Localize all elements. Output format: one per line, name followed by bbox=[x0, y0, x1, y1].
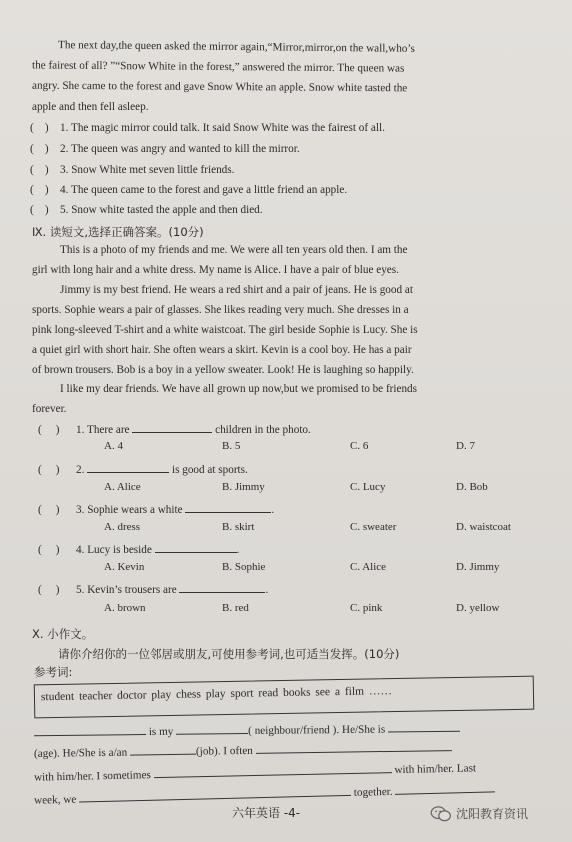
s9-line-1: This is a photo of my friends and me. We were all ten years old then. I am the bbox=[60, 244, 408, 256]
q5-option-c: C. pink bbox=[350, 602, 383, 614]
q4-option-a: A. Kevin bbox=[104, 561, 145, 573]
q3-option-d: D. waistcoat bbox=[456, 521, 511, 533]
section9-heading: Ⅸ. 读短文,选择正确答案。(10分) bbox=[32, 225, 204, 239]
section10-instruction: 请你介绍你的一位邻居或朋友,可使用参考词,也可适当发挥。(10分) bbox=[58, 647, 400, 661]
watermark bbox=[430, 805, 528, 822]
q4-option-c: C. Alice bbox=[350, 561, 387, 573]
q1-option-c: C. 6 bbox=[350, 440, 369, 452]
q2-option-b: B. Jimmy bbox=[222, 481, 265, 493]
passage1-line-1: The next day,the queen asked the mirror again,“Mirror,mirror,on the wall,who’s bbox=[57, 39, 415, 55]
s9-line-3: Jimmy is my best friend. He wears a red shirt and a pair of jeans. He is good at bbox=[60, 284, 413, 296]
reference-words-box bbox=[34, 676, 535, 719]
q1-option-b: B. 5 bbox=[222, 440, 241, 452]
q3-option-c: C. sweater bbox=[350, 521, 397, 533]
question-5: ( ) 5. Kevin’s trousers are . bbox=[38, 584, 269, 596]
composition-line-1: is my ( neighbour/friend ). He/She is bbox=[34, 720, 460, 743]
q5-option-b: B. red bbox=[222, 602, 249, 614]
q4-option-d: D. Jimmy bbox=[456, 561, 500, 573]
s9-line-7: of brown trousers. Bob is a boy in a yellow sweater. Look! He is laughing so happily. bbox=[32, 364, 414, 376]
question-3: ( ) 3. Sophie wears a white . bbox=[38, 504, 275, 516]
composition-line-3: with him/her. I sometimes with him/her. Last bbox=[33, 762, 477, 784]
s9-line-9: forever. bbox=[32, 403, 67, 415]
q2-option-a: A. Alice bbox=[104, 481, 141, 493]
s9-line-4: sports. Sophie wears a pair of glasses. She likes reading very much. She dresses in a bbox=[32, 304, 409, 316]
wechat-icon bbox=[430, 806, 452, 822]
q3-option-b: B. skirt bbox=[222, 521, 255, 533]
tf-item-5: ( ) 5. Snow white tasted the apple and then died. bbox=[30, 204, 263, 216]
s9-line-6: a quiet girl with short hair. She often wears a skirt. Kevin is a cool boy. He has a pair bbox=[32, 344, 412, 356]
s9-line-8: I like my dear friends. We have all grown up now,but we promised to be friends bbox=[60, 383, 418, 395]
composition-line-4: week, we together. bbox=[34, 780, 496, 810]
q2-option-d: D. Bob bbox=[456, 481, 488, 493]
q3-option-a: A. dress bbox=[104, 521, 141, 533]
section10-heading: X. 小作文。 bbox=[32, 627, 94, 641]
page-footer: 六年英语 -4- bbox=[232, 806, 301, 820]
question-4: ( ) 4. Lucy is beside . bbox=[38, 544, 240, 556]
s9-line-5: pink long-sleeved T-shirt and a white waistcoat. The girl beside Sophie is Lucy. She is bbox=[32, 324, 418, 336]
tf-item-4: ( ) 4. The queen came to the forest and gave a little friend an apple. bbox=[30, 184, 348, 196]
passage1-line-2: the fairest of all? ”“Snow White in the forest,” answered the mirror. The queen was bbox=[31, 59, 405, 75]
q5-option-d: D. yellow bbox=[456, 602, 500, 614]
passage1-line-4: apple and then fell asleep. bbox=[32, 101, 149, 113]
reference-words-label: 参考词: bbox=[34, 665, 73, 679]
q4-option-b: B. Sophie bbox=[222, 561, 266, 573]
question-2: ( ) 2. is good at sports. bbox=[38, 464, 248, 476]
q2-option-c: C. Lucy bbox=[350, 481, 386, 493]
question-1: ( ) 1. There are children in the photo. bbox=[38, 424, 311, 436]
watermark-text: 沈阳教育资讯 bbox=[456, 807, 529, 821]
composition-line-2: (age). He/She is a/an (job). I often bbox=[34, 739, 452, 764]
reference-words: student teacher doctor play chess play sport read books see a film …… bbox=[40, 685, 393, 704]
s9-line-2: girl with long hair and a white dress. My name is Alice. I have a pair of blue eyes. bbox=[32, 264, 399, 276]
tf-item-1: ( ) 1. The magic mirror could talk. It said Snow White was the fairest of all. bbox=[30, 122, 385, 134]
q1-option-a: A. 4 bbox=[104, 440, 123, 452]
q5-option-a: A. brown bbox=[104, 602, 146, 614]
passage1-line-3: angry. She came to the forest and gave Snow White an apple. Snow white tasted the bbox=[31, 79, 408, 95]
tf-item-3: ( ) 3. Snow White met seven little friends. bbox=[30, 164, 235, 176]
q1-option-d: D. 7 bbox=[456, 440, 475, 452]
tf-item-2: ( ) 2. The queen was angry and wanted to kill the mirror. bbox=[30, 143, 300, 155]
